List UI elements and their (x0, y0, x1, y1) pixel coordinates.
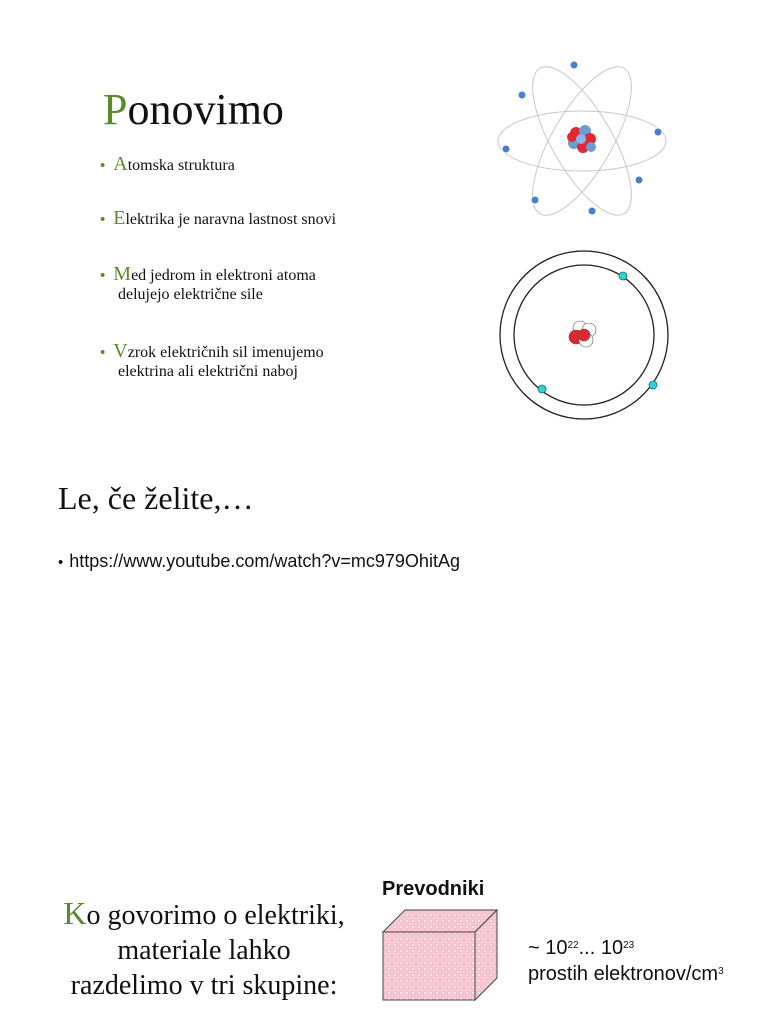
title-rest: onovimo (127, 85, 284, 134)
bullet-text: tomska struktura (127, 157, 235, 174)
density-prefix: ~ 10 (528, 937, 568, 959)
youtube-link[interactable]: https://www.youtube.com/watch?v=mc979OhitAg (69, 551, 460, 571)
free-electron-density (528, 935, 724, 987)
density-exponent-low: 22 (567, 940, 579, 951)
bullet-text: ed jedrom in elektroni atoma (131, 267, 316, 284)
text-line-1: o govorimo o elektriki, (86, 900, 345, 931)
video-heading: Le, če želite,… (58, 480, 254, 516)
bullet-item-atomic-structure (100, 155, 235, 175)
atom-shells-illustration (490, 245, 676, 425)
density-exponent-high: 23 (623, 940, 635, 951)
bullet-dot: • (100, 267, 106, 284)
bullet-item-nucleus-forces (100, 265, 316, 304)
title-initial: P (103, 85, 128, 134)
bullet-initial: A (113, 153, 128, 175)
bullet-item-charge (100, 342, 324, 381)
bullet-dot: • (100, 344, 106, 361)
electrons (538, 272, 657, 393)
text-line-3: razdelimo v tri skupine: (70, 970, 338, 1001)
text-line-2: materiale lahko (117, 935, 291, 966)
slide-title (103, 84, 284, 136)
bullet-dot: • (58, 554, 64, 571)
bullet-dot: • (100, 157, 106, 174)
nucleus (567, 125, 596, 153)
materials-intro-text (30, 896, 378, 1003)
bullet-item-electricity (100, 209, 336, 229)
video-link-item (58, 551, 460, 572)
bullet-dot: • (100, 211, 106, 228)
density-mid: ... 10 (578, 937, 624, 959)
density-unit: prostih elektronov/cm (528, 963, 719, 985)
density-unit-exponent: 3 (718, 966, 724, 977)
bullet-text-continued: delujejo električne sile (118, 286, 263, 303)
atom-orbits-illustration (492, 55, 672, 227)
nucleus (569, 321, 596, 347)
bullet-initial: E (113, 207, 126, 229)
text-initial: K (63, 895, 87, 931)
bullet-initial: V (113, 340, 128, 362)
bullet-text: zrok električnih sil imenujemo (127, 344, 324, 361)
bullet-initial: M (113, 263, 132, 285)
conductor-cube-illustration (380, 906, 500, 1002)
bullet-text-continued: elektrina ali električni naboj (118, 363, 298, 380)
conductors-title: Prevodniki (382, 878, 485, 900)
bullet-text: lektrika je naravna lastnost snovi (125, 211, 337, 228)
